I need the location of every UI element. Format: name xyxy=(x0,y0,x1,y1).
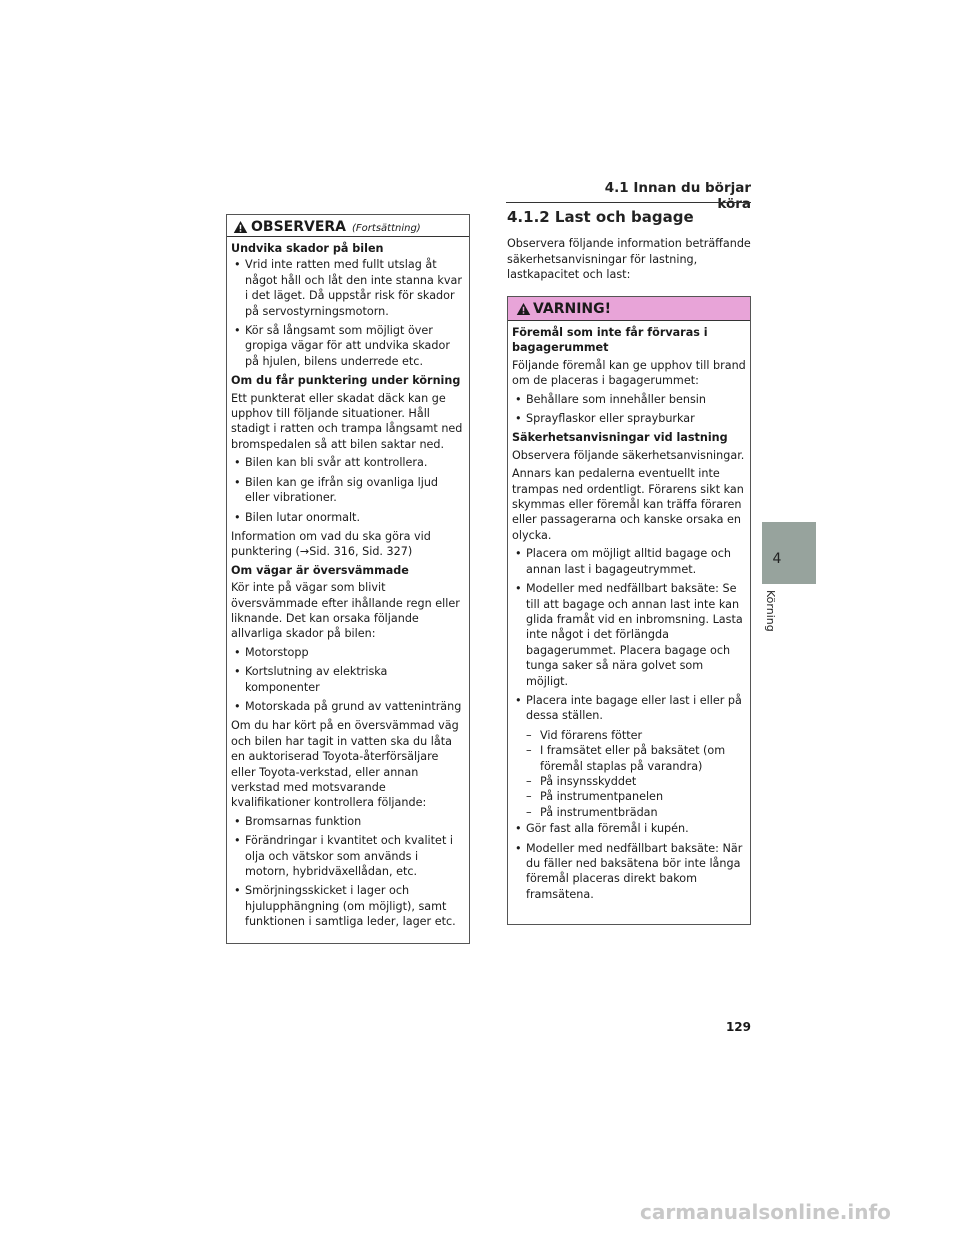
varning-box xyxy=(507,296,751,925)
paragraph: Kör inte på vägar som blivit översvämmade efter ihållande regn eller liknande. Det kan orsaka följande allvarliga skador på bilen: xyxy=(231,581,460,641)
bullet-item: • Bilen lutar onormalt. xyxy=(231,510,465,525)
varning-body xyxy=(508,321,750,902)
bullet-item: • Gör fast alla föremål i kupén. xyxy=(512,821,746,836)
dash-item: – På instrumentbrädan xyxy=(512,805,746,820)
bullet-item: • Modeller med nedfällbart baksäte: Se till att bagage och annan last inte kan glida framåt vid en inbromsning. Lasta inte något i det förlängda bagagerummet. Placera bagage och tunga saker så nära golvet som möjligt. xyxy=(512,581,746,689)
subheading: Om du får punktering under körning xyxy=(231,374,461,388)
continued-label: (Fortsättning) xyxy=(352,223,421,234)
page-number: 129 xyxy=(725,1020,751,1034)
paragraph: Information om vad du ska göra vid punktering (→Sid. 316, Sid. 327) xyxy=(231,529,431,559)
chapter-number: 4 xyxy=(772,551,782,567)
bullet-item: • Bilen kan ge ifrån sig ovanliga ljud eller vibrationer. xyxy=(231,475,465,506)
bullet-item: • Motorskada på grund av vatteninträng xyxy=(231,699,465,714)
chapter-label: Körning xyxy=(764,590,777,632)
bullet-item: • Behållare som innehåller bensin xyxy=(512,392,746,407)
dash-item: – På instrumentpanelen xyxy=(512,789,746,804)
bullet-item: • Motorstopp xyxy=(231,645,465,660)
observera-title: OBSERVERA xyxy=(251,219,347,235)
bullet-item: • Förändringar i kvantitet och kvalitet i olja och vätskor som används i motorn, hybridväxellådan, etc. xyxy=(231,833,465,879)
watermark: carmanualsonline.info xyxy=(640,1200,891,1224)
subheading: Undvika skador på bilen xyxy=(231,242,384,255)
bullet-item: • Kortslutning av elektriska komponenter xyxy=(231,664,465,695)
bullet-item: • Placera om möjligt alltid bagage och annan last i bagageutrymmet. xyxy=(512,546,746,577)
paragraph: Ett punkterat eller skadat däck kan ge upphov till följande situationer. Håll stadigt i ratten och trampa långsamt ned bromspedalen så att bilen saktar ned. xyxy=(231,391,463,451)
observera-header xyxy=(227,215,469,237)
warning-triangle-icon xyxy=(516,302,531,316)
bullet-item: • Placera inte bagage eller last i eller på dessa ställen. xyxy=(512,693,746,724)
section-title: 4.1.2 Last och bagage xyxy=(507,208,694,226)
paragraph: Annars kan pedalerna eventuellt inte trampas ned ordentligt. Förarens sikt kan skymmas eller föremål kan träffa föraren eller passagerarna och kanske orsaka en olycka. xyxy=(512,467,744,542)
varning-title: VARNING! xyxy=(533,300,612,317)
observera-box xyxy=(226,214,470,944)
bullet-item: • Sprayflaskor eller sprayburkar xyxy=(512,411,746,426)
subheading: Föremål som inte får förvaras i bagagerummet xyxy=(512,326,708,355)
varning-header xyxy=(508,297,750,321)
warning-triangle-icon xyxy=(233,220,248,234)
bullet-item: • Vrid inte ratten med fullt utslag åt något håll och låt den inte stanna kvar i det läget. Då uppstår risk för skador på servostyrningsmotorn. xyxy=(231,257,465,319)
header-rule xyxy=(506,202,751,203)
dash-item: – På insynsskyddet xyxy=(512,774,746,789)
paragraph: Observera följande säkerhetsanvisningar. xyxy=(512,448,745,462)
bullet-item: • Bromsarnas funktion xyxy=(231,814,465,829)
bullet-item: • Smörjningsskicket i lager och hjulupphängning (om möjligt), samt funktionen i samtliga leder, lager etc. xyxy=(231,883,465,929)
dash-item: – I framsätet eller på baksätet (om föremål staplas på varandra) xyxy=(512,743,746,774)
bullet-item: • Bilen kan bli svår att kontrollera. xyxy=(231,455,465,470)
subheading: Om vägar är översvämmade xyxy=(231,563,409,577)
paragraph: Om du har kört på en översvämmad väg och bilen har tagit in vatten ska du låta en auktoriserad Toyota-återförsäljare eller Toyota-verkstad, eller annan verkstad med motsvarande kvalifikationer kontrollera följande: xyxy=(231,719,459,810)
subheading: Säkerhetsanvisningar vid lastning xyxy=(512,431,728,445)
chapter-tab xyxy=(762,522,816,584)
observera-body xyxy=(227,237,469,930)
section-intro: Observera följande information beträffande säkerhetsanvisningar för lastning, lastkapacitet och last: xyxy=(507,237,751,282)
dash-item: – Vid förarens fötter xyxy=(512,728,746,743)
bullet-item: • Kör så långsamt som möjligt över gropiga vägar för att undvika skador på hjulen, bilens underrede etc. xyxy=(231,323,465,369)
paragraph: Följande föremål kan ge upphov till brand om de placeras i bagagerummet: xyxy=(512,358,746,388)
running-header: 4.1 Innan du börjar köra xyxy=(604,180,751,212)
bullet-item: • Modeller med nedfällbart baksäte: När du fäller ned baksätena bör inte långa föremål placeras direkt bakom framsätena. xyxy=(512,841,746,903)
